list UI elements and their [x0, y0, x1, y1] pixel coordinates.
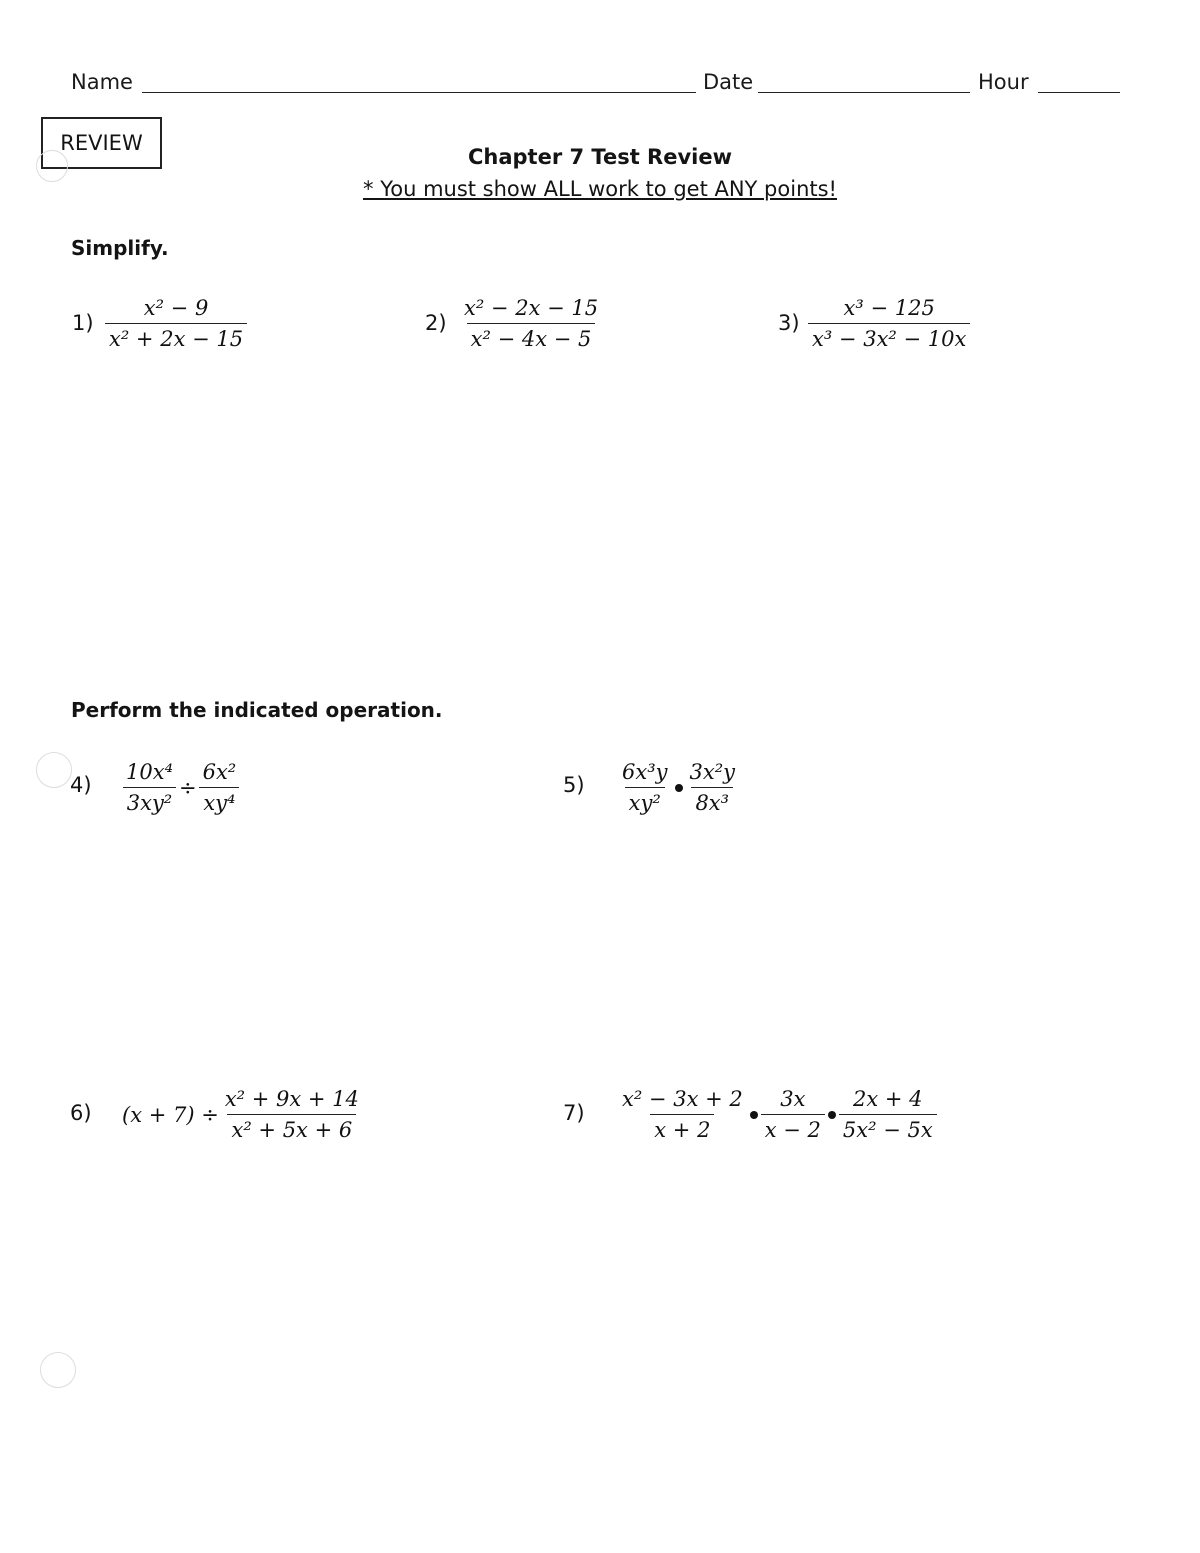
denominator: xy⁴ — [199, 787, 239, 815]
denominator: x³ − 3x² − 10x — [808, 323, 970, 351]
problem-3-number: 3) — [778, 311, 800, 335]
fraction — [122, 760, 177, 815]
numerator: x² − 9 — [143, 296, 209, 320]
numerator: x² − 3x + 2 — [622, 1087, 743, 1111]
denominator: 3xy² — [123, 787, 177, 815]
numerator: x³ − 125 — [843, 296, 935, 320]
fraction — [199, 760, 241, 815]
problem-2-expression — [460, 296, 602, 351]
problem-4-number: 4) — [70, 773, 92, 797]
denominator: x² + 5x + 6 — [227, 1114, 356, 1142]
multiply-dot-icon — [828, 1111, 836, 1119]
date-label: Date — [703, 70, 754, 94]
page-subtitle: * You must show ALL work to get ANY points! — [363, 177, 837, 201]
denominator: x² − 4x − 5 — [467, 323, 596, 351]
denominator: xy² — [625, 787, 665, 815]
prefix: (x + 7) ÷ — [122, 1102, 219, 1127]
date-blank[interactable] — [758, 92, 970, 93]
scan-hole-mark — [36, 752, 72, 788]
section-operation: Perform the indicated operation. — [71, 698, 443, 722]
numerator: 2x + 4 — [853, 1087, 923, 1111]
hour-blank[interactable] — [1038, 92, 1120, 93]
numerator: x² + 9x + 14 — [224, 1087, 359, 1111]
problem-1-expression — [105, 296, 247, 351]
problem-2-number: 2) — [425, 311, 447, 335]
scan-hole-mark — [40, 1352, 76, 1388]
numerator: x² − 2x − 15 — [464, 296, 599, 320]
denominator: x − 2 — [761, 1114, 825, 1142]
fraction — [686, 760, 740, 815]
name-label: Name — [71, 70, 133, 94]
denominator: 8x³ — [691, 787, 733, 815]
problem-7-expression — [618, 1087, 937, 1142]
fraction — [618, 760, 672, 815]
problem-5-number: 5) — [563, 773, 585, 797]
scan-hole-mark — [36, 150, 68, 182]
fraction — [221, 1087, 363, 1142]
multiply-dot-icon — [750, 1111, 758, 1119]
denominator: x + 2 — [650, 1114, 714, 1142]
fraction — [808, 296, 970, 351]
fraction — [839, 1087, 937, 1142]
numerator: 10x⁴ — [126, 760, 173, 784]
section-simplify: Simplify. — [71, 236, 169, 260]
divide-operator: ÷ — [178, 775, 197, 800]
numerator: 6x² — [202, 760, 237, 784]
problem-6-number: 6) — [70, 1101, 92, 1125]
denominator: 5x² − 5x — [839, 1114, 937, 1142]
numerator: 3x — [780, 1087, 806, 1111]
problem-5-expression — [618, 760, 739, 815]
numerator: 6x³y — [622, 760, 668, 784]
problem-3-expression — [808, 296, 970, 351]
fraction — [105, 296, 247, 351]
hour-label: Hour — [978, 70, 1029, 94]
denominator: x² + 2x − 15 — [105, 323, 247, 351]
problem-1-number: 1) — [72, 311, 94, 335]
problem-6-expression — [120, 1087, 363, 1142]
name-blank[interactable] — [142, 92, 696, 93]
page-title: Chapter 7 Test Review — [467, 145, 732, 169]
numerator: 3x²y — [689, 760, 735, 784]
problem-4-expression — [122, 760, 240, 815]
problem-7-number: 7) — [563, 1101, 585, 1125]
fraction — [761, 1087, 825, 1142]
fraction — [460, 296, 602, 351]
review-badge: REVIEW — [41, 117, 162, 169]
fraction — [618, 1087, 747, 1142]
multiply-dot-icon — [675, 784, 683, 792]
